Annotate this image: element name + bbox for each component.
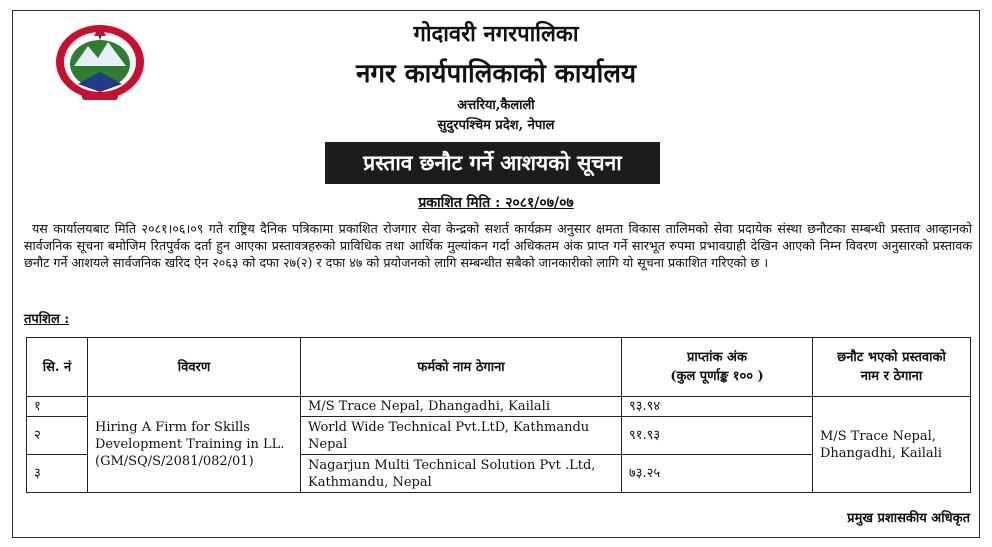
published-date [0, 193, 992, 212]
selection-table [26, 337, 971, 493]
row-sn: १ [27, 397, 88, 417]
selected-firm: M/S Trace Nepal, Dhangadhi, Kailali [813, 397, 971, 493]
header-description: विवरण [88, 338, 301, 397]
row-firm: Nagarjun Multi Technical Solution Pvt .Ltd, Kathmandu, Nepal [301, 455, 622, 493]
row-firm: World Wide Technical Pvt.LtD, Kathmandu Nepal [301, 417, 622, 455]
row-marks: ९३.९४ [622, 397, 813, 417]
header-sn: सि. नं [27, 338, 88, 397]
municipality-name: गोदावरी नगरपालिका [413, 21, 579, 47]
header-selected-line2: नाम र ठेगाना [860, 369, 923, 384]
office-name: नगर कार्यपालिकाको कार्यालय [355, 59, 637, 89]
details-label: तपशिल : [24, 312, 70, 327]
address-line-1: अत्तरिया,कैलाली [457, 98, 535, 113]
header-selected-line1: छनौट भएको प्रस्तवाको [837, 350, 946, 365]
notice-title-banner: प्रस्ताव छनौट गर्ने आशयको सूचना [325, 142, 660, 184]
row-description: Hiring A Firm for Skills Development Training in LL. (GM/SQ/S/2081/082/01) [88, 397, 301, 493]
address-line-2: सुदुरपश्चिम प्रदेश, नेपाल [437, 118, 555, 133]
header-marks-line2: (कुल पूर्णाङ्क १०० ) [670, 369, 764, 384]
row-sn: ३ [27, 455, 88, 493]
header-marks-line1: प्राप्तांक अंक [687, 350, 747, 365]
header-selected [813, 338, 971, 397]
header-marks [622, 338, 813, 397]
published-date-text: प्रकाशित मिति : २०८१/०७/०७ [418, 195, 574, 211]
row-firm: M/S Trace Nepal, Dhangadhi, Kailali [301, 397, 622, 417]
table-header-row [27, 338, 971, 397]
row-sn: २ [27, 417, 88, 455]
table-row [27, 397, 971, 417]
header-firm: फर्मको नाम ठेगाना [301, 338, 622, 397]
row-marks: ७३.२५ [622, 455, 813, 493]
notice-body: यस कार्यालयबाट मिति २०८१।०६।०९ गते राष्ट्रिय दैनिक पत्रिकामा प्रकाशित रोजगार सेवा केन्द्रको सशर्त कार्यक्रम अनुसार क्षमता विकास तालिमको सेवा प्रदायेक संस्था छनौटका सम्बन्धी प्रस्ताव आव्हानको सार्वजनिक सूचना बमोजिम रितपुर्वक दर्ता हुन आएका प्रस्तावत्रहरुको प्राविधिक तथा आर्थिक मुल्यांकन गर्दा अधिकतम अंक प्राप्त गर्ने सारभूत रुपमा प्रभावग्राही देखिन आएको निम्न विवरण अनुसारको प्रस्तावक छनौट गर्ने आशयले सार्वजनिक खरिद ऐन २०६३ को दफा २७(२) र दफा ४७ को प्रयोजनको लागि सम्बन्धीत सबैको जानकारीको लागि यो सूचना प्रकाशित गरिएको छ । [24, 221, 972, 271]
signature-title: प्रमुख प्रशासकीय अधिकृत [847, 511, 970, 526]
row-marks: ९१.९३ [622, 417, 813, 455]
